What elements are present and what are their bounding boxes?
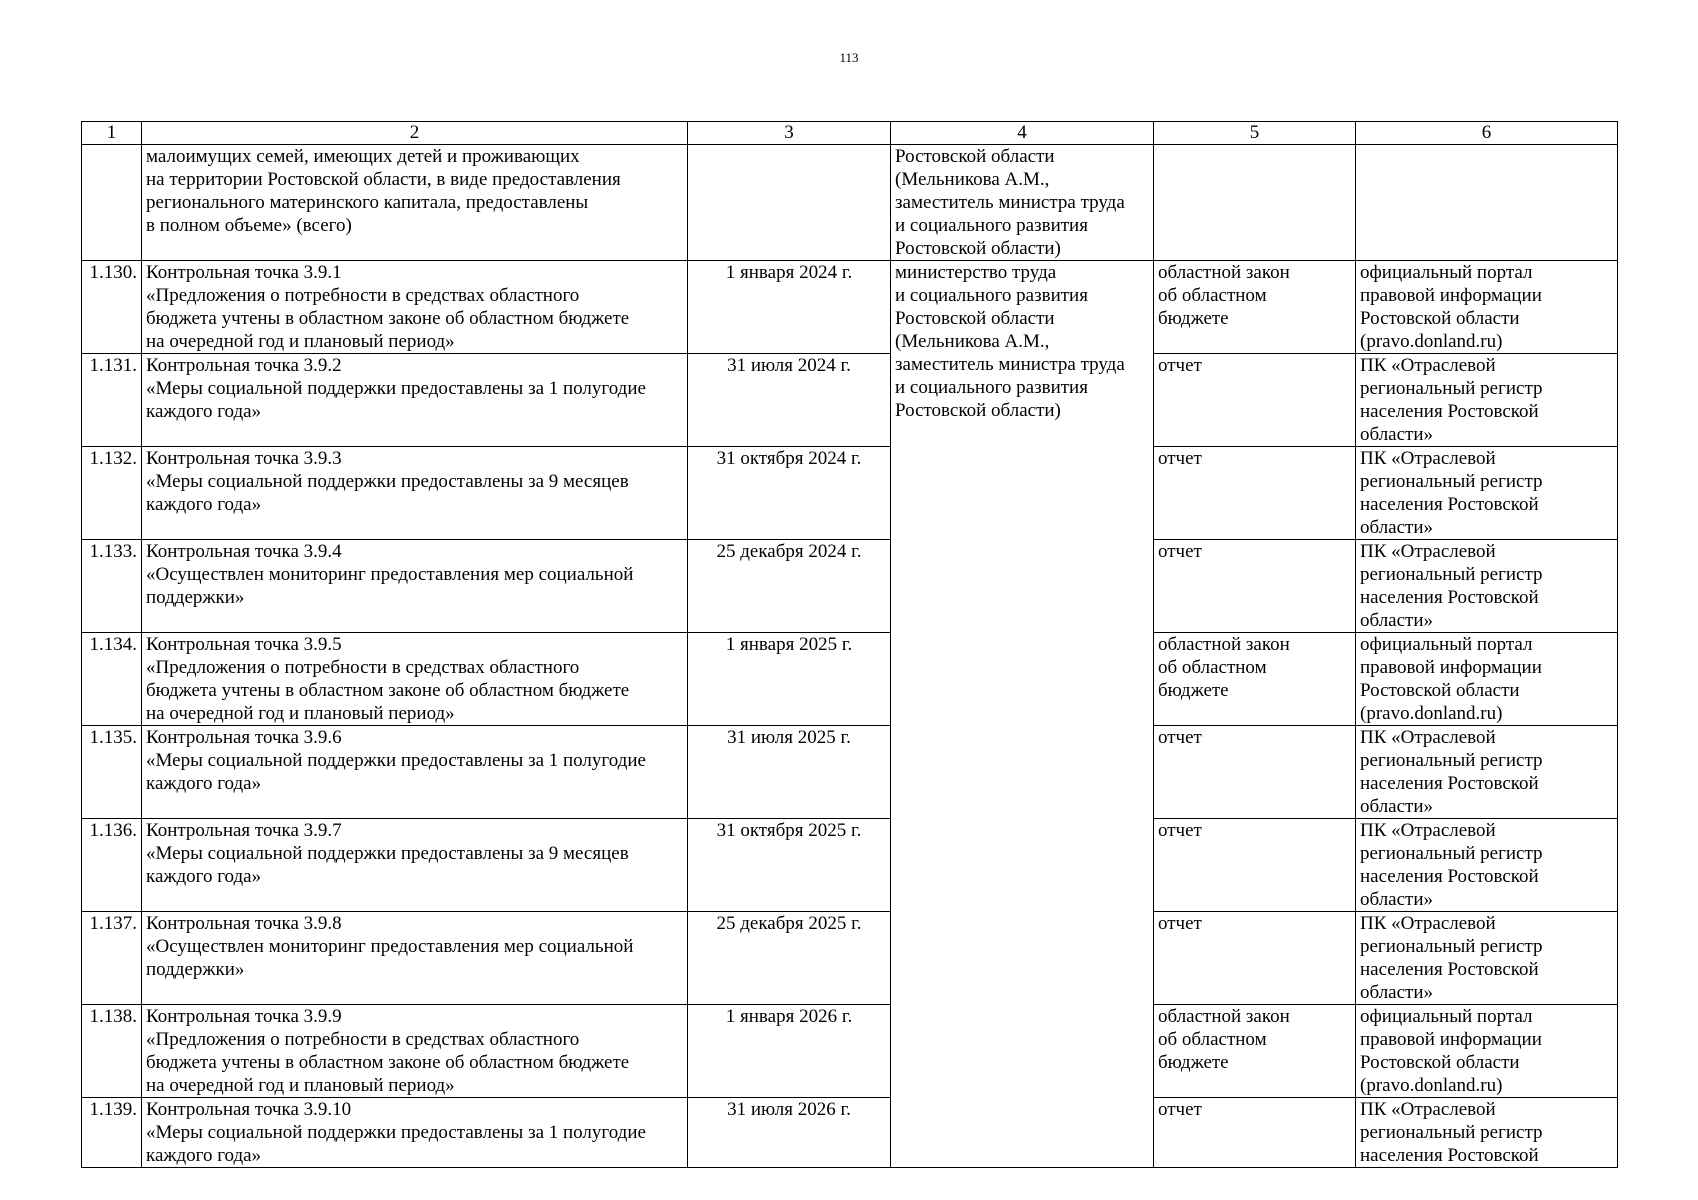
info-source-cell: ПК «Отраслевой региональный регистр населения Ростовской: [1356, 1098, 1618, 1168]
table-row: [82, 1098, 1618, 1168]
document-type-cell: отчет: [1154, 540, 1356, 633]
table-row: [82, 726, 1618, 819]
row-number-cell: 1.133.: [82, 540, 142, 633]
description-cell: малоимущих семей, имеющих детей и проживающих на территории Ростовской области, в виде предоставления регионального материнского капитала, предоставлены в полном объеме» (всего): [142, 145, 688, 261]
info-source-cell: ПК «Отраслевой региональный регистр населения Ростовской области»: [1356, 447, 1618, 540]
document-type-cell: областной закон об областном бюджете: [1154, 633, 1356, 726]
date-cell: [688, 145, 891, 261]
date-cell: 31 июля 2025 г.: [688, 726, 891, 819]
date-cell: 31 октября 2024 г.: [688, 447, 891, 540]
row-number-cell: 1.136.: [82, 819, 142, 912]
date-cell: 31 октября 2025 г.: [688, 819, 891, 912]
document-type-cell: отчет: [1154, 354, 1356, 447]
page-number: 113: [839, 50, 859, 65]
row-number-cell: 1.130.: [82, 261, 142, 354]
row-number-cell: 1.137.: [82, 912, 142, 1005]
date-cell: 25 декабря 2024 г.: [688, 540, 891, 633]
info-source-cell: ПК «Отраслевой региональный регистр населения Ростовской области»: [1356, 354, 1618, 447]
date-cell: 31 июля 2026 г.: [688, 1098, 891, 1168]
row-number-cell: [82, 145, 142, 261]
info-source-cell: [1356, 145, 1618, 261]
table-row-continuation: [82, 145, 1618, 261]
header-col-6: 6: [1356, 122, 1618, 145]
document-type-cell: отчет: [1154, 447, 1356, 540]
date-cell: 1 января 2024 г.: [688, 261, 891, 354]
description-cell: Контрольная точка 3.9.1 «Предложения о потребности в средствах областного бюджета учтены в областном законе об областном бюджете на очередной год и плановый период»: [142, 261, 688, 354]
table-row: [82, 912, 1618, 1005]
info-source-cell: ПК «Отраслевой региональный регистр населения Ростовской области»: [1356, 819, 1618, 912]
header-col-4: 4: [891, 122, 1154, 145]
date-cell: 25 декабря 2025 г.: [688, 912, 891, 1005]
table-row: [82, 540, 1618, 633]
date-cell: 1 января 2025 г.: [688, 633, 891, 726]
header-col-5: 5: [1154, 122, 1356, 145]
row-number-cell: 1.132.: [82, 447, 142, 540]
description-cell: Контрольная точка 3.9.9 «Предложения о потребности в средствах областного бюджета учтены в областном законе об областном бюджете на очередной год и плановый период»: [142, 1005, 688, 1098]
row-number-cell: 1.138.: [82, 1005, 142, 1098]
document-type-cell: областной закон об областном бюджете: [1154, 1005, 1356, 1098]
document-type-cell: отчет: [1154, 819, 1356, 912]
document-type-cell: [1154, 145, 1356, 261]
table-row: [82, 447, 1618, 540]
control-points-table: [81, 121, 1618, 1168]
info-source-cell: ПК «Отраслевой региональный регистр населения Ростовской области»: [1356, 726, 1618, 819]
table-row: [82, 819, 1618, 912]
responsible-cell: министерство труда и социального развития Ростовской области (Мельникова А.М., заместитель министра труда и социального развития Ростовской области): [891, 261, 1154, 1168]
description-cell: Контрольная точка 3.9.10 «Меры социальной поддержки предоставлены за 1 полугодие каждого года»: [142, 1098, 688, 1168]
info-source-cell: официальный портал правовой информации Ростовской области (pravo.donland.ru): [1356, 633, 1618, 726]
description-cell: Контрольная точка 3.9.5 «Предложения о потребности в средствах областного бюджета учтены в областном законе об областном бюджете на очередной год и плановый период»: [142, 633, 688, 726]
description-cell: Контрольная точка 3.9.6 «Меры социальной поддержки предоставлены за 1 полугодие каждого года»: [142, 726, 688, 819]
description-cell: Контрольная точка 3.9.4 «Осуществлен мониторинг предоставления мер социальной поддержки»: [142, 540, 688, 633]
document-type-cell: отчет: [1154, 726, 1356, 819]
table-row: [82, 1005, 1618, 1098]
table-row: [82, 261, 1618, 354]
table-row: [82, 633, 1618, 726]
row-number-cell: 1.134.: [82, 633, 142, 726]
info-source-cell: официальный портал правовой информации Ростовской области (pravo.donland.ru): [1356, 261, 1618, 354]
table-row: [82, 354, 1618, 447]
info-source-cell: ПК «Отраслевой региональный регистр населения Ростовской области»: [1356, 540, 1618, 633]
date-cell: 31 июля 2024 г.: [688, 354, 891, 447]
description-cell: Контрольная точка 3.9.7 «Меры социальной поддержки предоставлены за 9 месяцев каждого года»: [142, 819, 688, 912]
header-row: [82, 122, 1618, 145]
description-cell: Контрольная точка 3.9.2 «Меры социальной поддержки предоставлены за 1 полугодие каждого года»: [142, 354, 688, 447]
document-type-cell: областной закон об областном бюджете: [1154, 261, 1356, 354]
document-type-cell: отчет: [1154, 1098, 1356, 1168]
date-cell: 1 января 2026 г.: [688, 1005, 891, 1098]
document-type-cell: отчет: [1154, 912, 1356, 1005]
info-source-cell: ПК «Отраслевой региональный регистр населения Ростовской области»: [1356, 912, 1618, 1005]
responsible-cell: Ростовской области (Мельникова А.М., заместитель министра труда и социального развития Ростовской области): [891, 145, 1154, 261]
row-number-cell: 1.139.: [82, 1098, 142, 1168]
info-source-cell: официальный портал правовой информации Ростовской области (pravo.donland.ru): [1356, 1005, 1618, 1098]
description-cell: Контрольная точка 3.9.3 «Меры социальной поддержки предоставлены за 9 месяцев каждого года»: [142, 447, 688, 540]
row-number-cell: 1.135.: [82, 726, 142, 819]
header-col-1: 1: [82, 122, 142, 145]
header-col-2: 2: [142, 122, 688, 145]
row-number-cell: 1.131.: [82, 354, 142, 447]
header-col-3: 3: [688, 122, 891, 145]
description-cell: Контрольная точка 3.9.8 «Осуществлен мониторинг предоставления мер социальной поддержки»: [142, 912, 688, 1005]
